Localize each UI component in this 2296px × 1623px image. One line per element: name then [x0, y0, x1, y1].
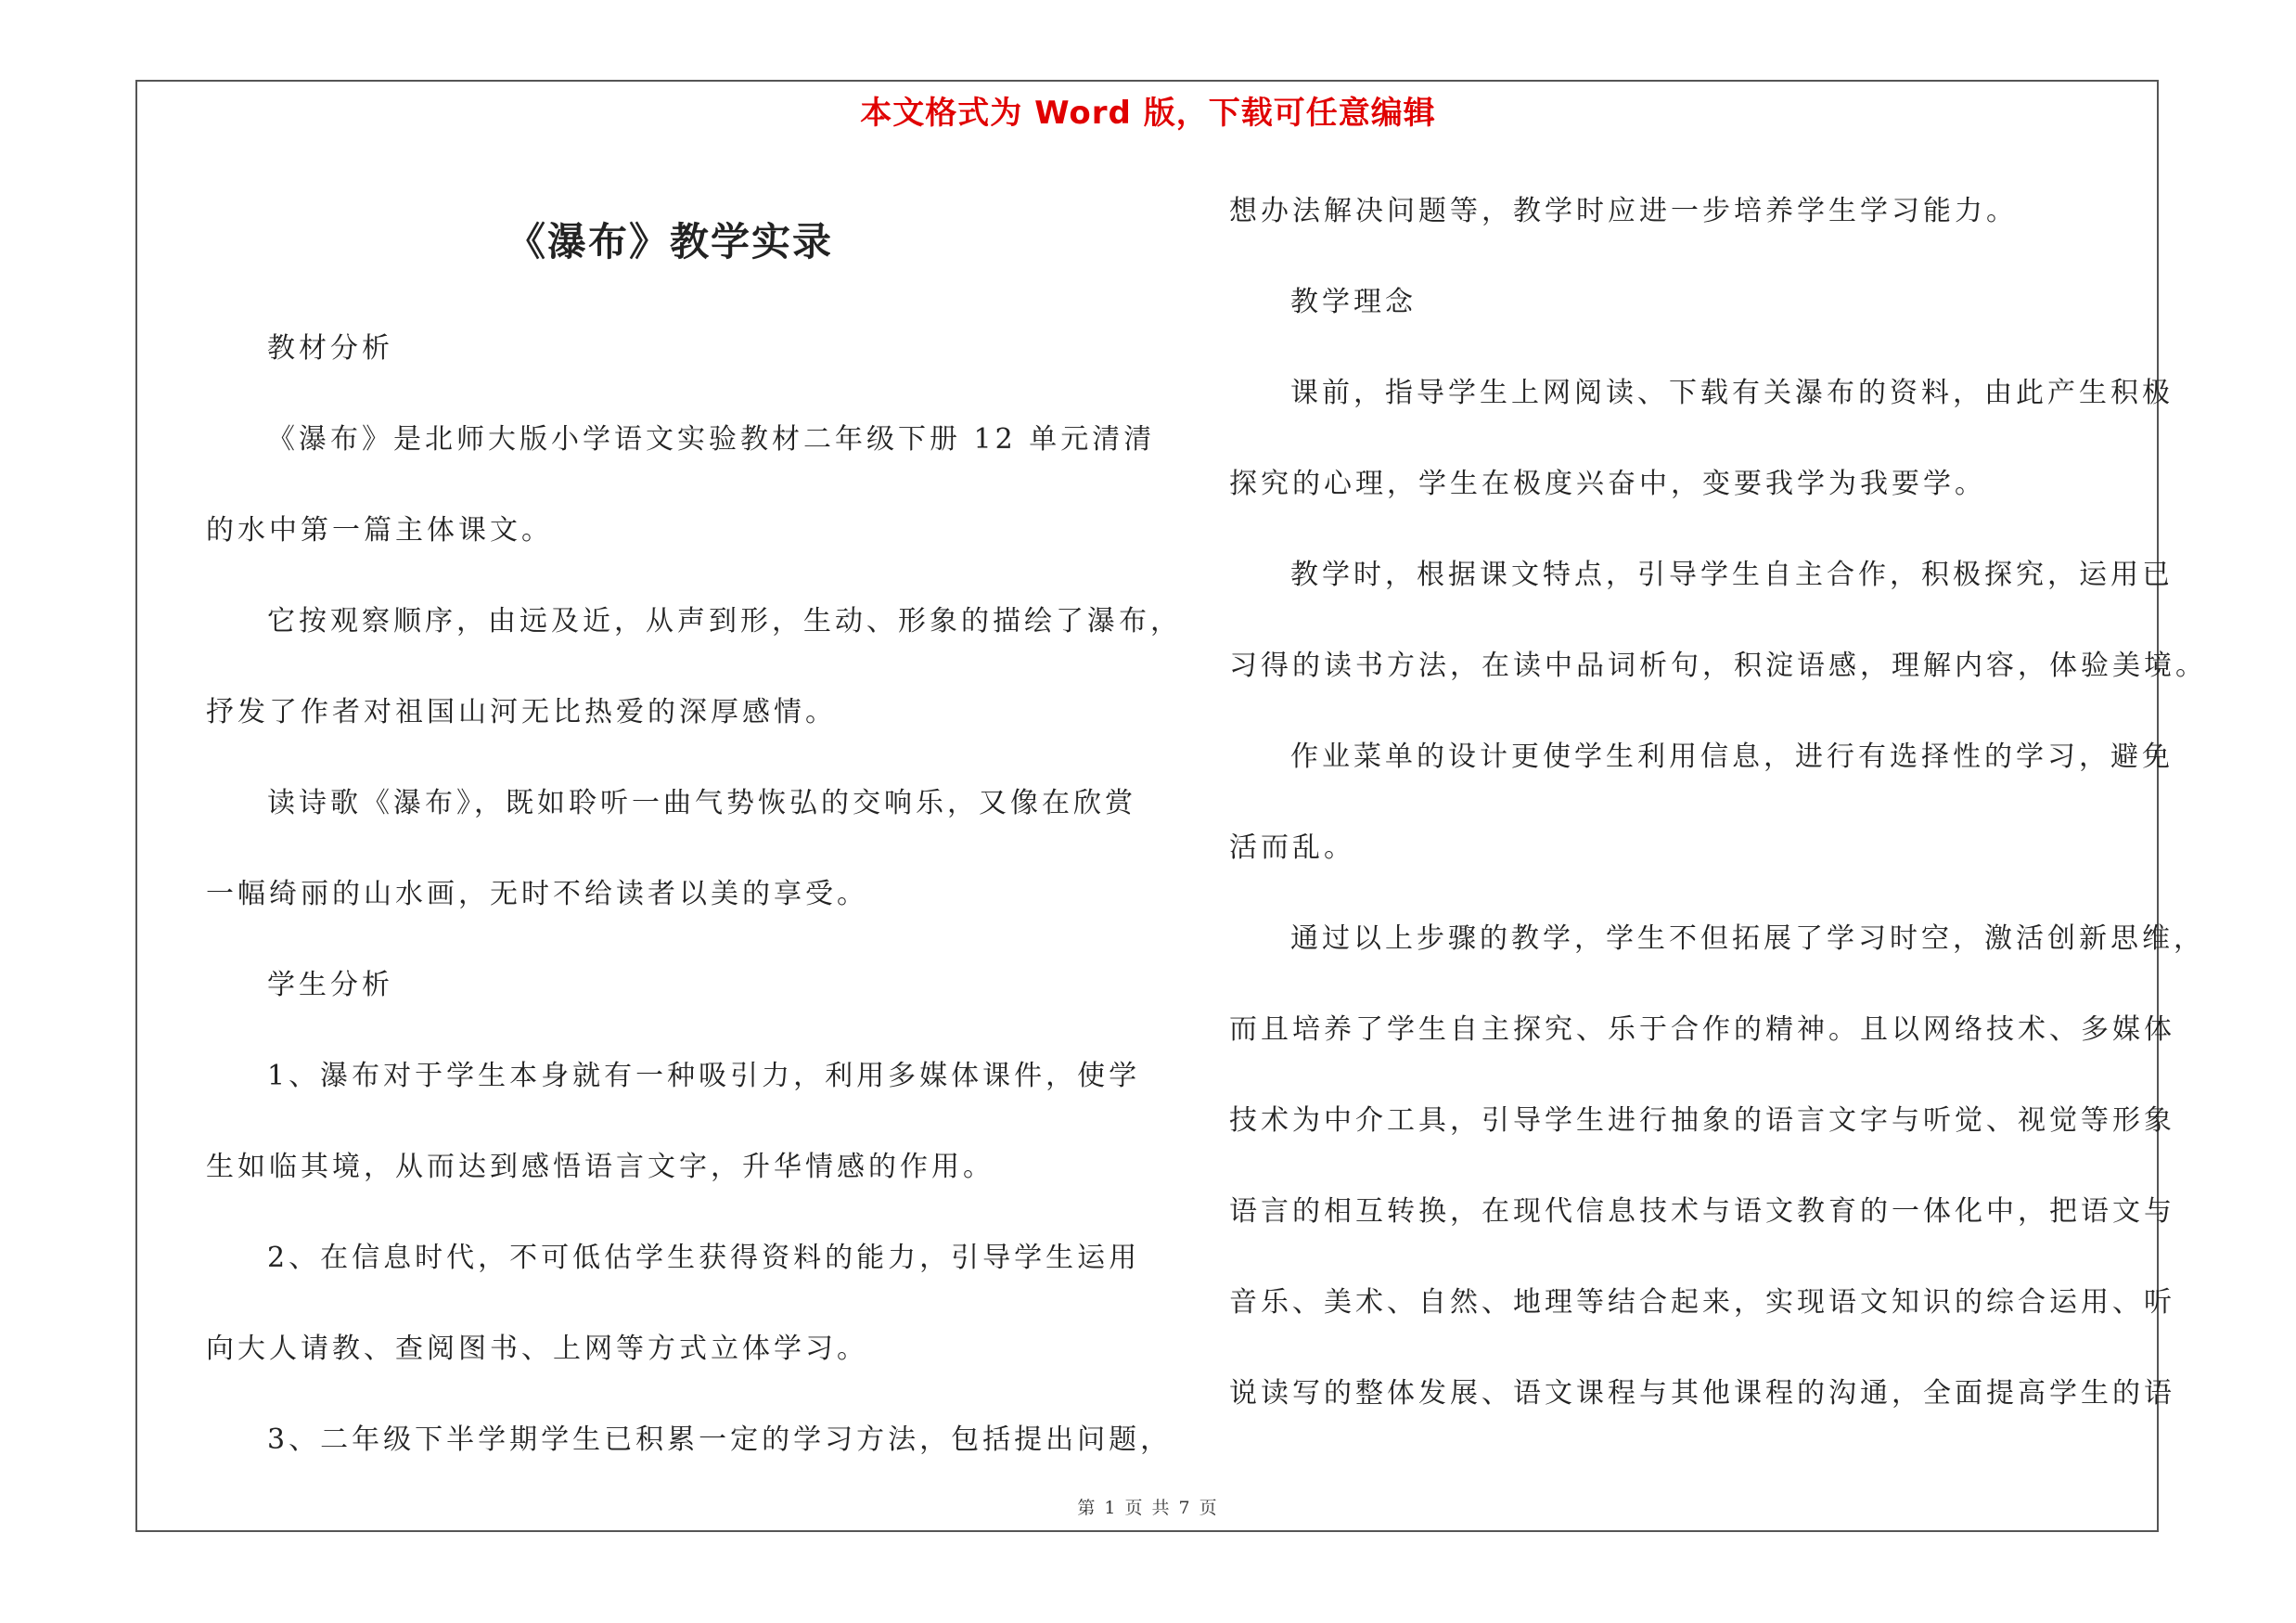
paragraph-line: 而且培养了学生自主探究、乐于合作的精神。且以网络技术、多媒体 [1229, 1013, 2175, 1046]
paragraph-line: 想办法解决问题等，教学时应进一步培养学生学习能力。 [1229, 195, 2018, 227]
section-heading: 学生分析 [267, 969, 393, 1001]
paragraph-line: 一幅绮丽的山水画，无时不给读者以美的享受。 [206, 878, 868, 910]
paragraph-line: 向大人请教、查阅图书、上网等方式立体学习。 [206, 1333, 868, 1365]
paragraph-line: 作业菜单的设计更使学生利用信息，进行有选择性的学习，避免 [1290, 741, 2174, 773]
page-number: 第 1 页 共 7 页 [1077, 1498, 1219, 1518]
paragraph-line: 课前，指导学生上网阅读、下载有关瀑布的资料，由此产生积极 [1290, 377, 2174, 409]
section-heading: 教材分析 [267, 332, 393, 365]
paragraph-line: 习得的读书方法，在读中品词析句，积淀语感，理解内容，体验美境。 [1229, 650, 2207, 682]
paragraph-line: 1、瀑布对于学生本身就有一种吸引力，利用多媒体课件，使学 [267, 1060, 1141, 1092]
paragraph-line: 通过以上步骤的教学，学生不但拓展了学习时空，激活创新思维， [1290, 922, 2205, 955]
paragraph-line: 活而乱。 [1229, 831, 1355, 864]
paragraph-line: 的水中第一篇主体课文。 [206, 514, 553, 547]
paragraph-line: 语言的相互转换，在现代信息技术与语文教育的一体化中，把语文与 [1229, 1195, 2175, 1228]
paragraph-line: 说读写的整体发展、语文课程与其他课程的沟通，全面提高学生的语 [1229, 1377, 2175, 1410]
format-banner: 本文格式为 Word 版，下载可任意编辑 [860, 95, 1436, 132]
document-title: 《瀑布》教学实录 [506, 219, 833, 264]
paragraph-line: 生如临其境，从而达到感悟语言文字，升华情感的作用。 [206, 1151, 994, 1183]
paragraph-line: 3、二年级下半学期学生已积累一定的学习方法，包括提出问题， [267, 1423, 1173, 1456]
paragraph-line: 2、在信息时代，不可低估学生获得资料的能力，引导学生运用 [267, 1242, 1141, 1274]
paragraph-line: 它按观察顺序，由远及近，从声到形，生动、形象的描绘了瀑布， [267, 605, 1182, 638]
paragraph-line: 音乐、美术、自然、地理等结合起来，实现语文知识的综合运用、听 [1229, 1286, 2175, 1319]
paragraph-line: 教学时，根据课文特点，引导学生自主合作，积极探究，运用已 [1290, 559, 2174, 591]
paragraph-line: 抒发了作者对祖国山河无比热爱的深厚感情。 [206, 696, 837, 728]
paragraph-line: 探究的心理，学生在极度兴奋中，变要我学为我要学。 [1229, 468, 1986, 500]
paragraph-line: 《瀑布》是北师大版小学语文实验教材二年级下册 12 单元清清 [267, 423, 1156, 456]
paragraph-line: 技术为中介工具，引导学生进行抽象的语言文字与听觉、视觉等形象 [1229, 1104, 2175, 1137]
section-heading: 教学理念 [1290, 286, 1417, 318]
paragraph-line: 读诗歌《瀑布》，既如聆听一曲气势恢弘的交响乐，又像在欣赏 [267, 787, 1136, 819]
